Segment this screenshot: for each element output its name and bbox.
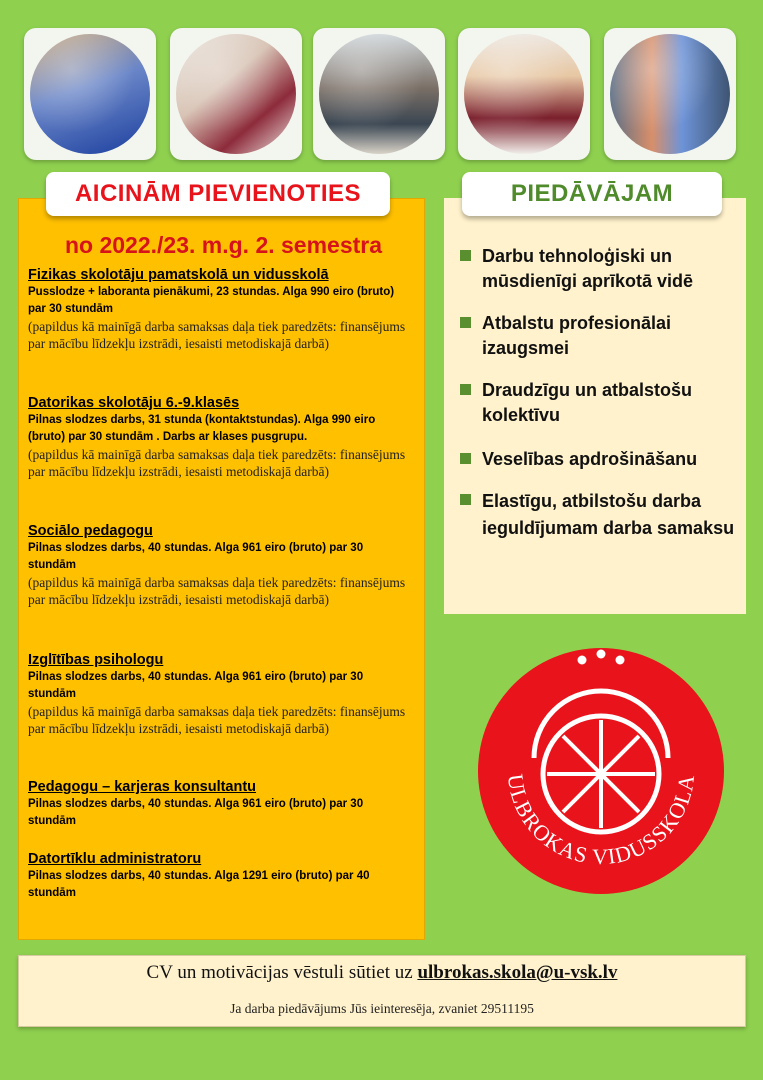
job-title: Datorikas skolotāju 6.-9.klasēs bbox=[28, 395, 240, 411]
offers-heading: PIEDĀVĀJAM bbox=[462, 172, 722, 216]
school-logo bbox=[478, 648, 724, 894]
square-bullet-icon bbox=[460, 250, 471, 261]
job-informatics-teacher bbox=[28, 394, 413, 480]
job-details: Pilnas slodzes darbs, 31 stunda (kontaktstundas). Alga 990 eiro (bruto) par 30 stundām . Darbs ar klases pusgrupu. bbox=[28, 414, 376, 443]
offer-item bbox=[460, 378, 740, 428]
offer-item bbox=[460, 447, 740, 472]
photo-circle bbox=[319, 34, 439, 154]
boy-writing-photo bbox=[24, 28, 156, 160]
job-details: Pilnas slodzes darbs, 40 stundas. Alga 961 eiro (bruto) par 30 stundām bbox=[28, 798, 364, 827]
call-text: Ja darba piedāvājums Jūs ieinteresēja, zvaniet 29511195 bbox=[230, 1001, 534, 1016]
hands-ribbons-photo bbox=[170, 28, 302, 160]
job-network-admin bbox=[28, 850, 413, 902]
cv-line bbox=[19, 962, 745, 984]
job-note: (papildus kā mainīgā darba samaksas daļa tiek paredzēts: finansējums par mācību līdzekļu izstrādi, iesaisti metodiskajā darbā) bbox=[28, 704, 406, 736]
cv-text: CV un motivācijas vēstuli sūtiet uz bbox=[146, 962, 413, 983]
job-physics-teacher bbox=[28, 266, 413, 352]
job-details: Pusslodze + laboranta pienākumi, 23 stundas. Alga 990 eiro (bruto) par 30 stundām bbox=[28, 286, 395, 315]
class-group-photo bbox=[313, 28, 445, 160]
job-note: (papildus kā mainīgā darba samaksas daļa tiek paredzēts: finansējums par mācību līdzekļu izstrādi, iesaisti metodiskajā darbā) bbox=[28, 319, 406, 351]
job-title: Datortīklu administratoru bbox=[28, 851, 202, 867]
photo-circle bbox=[176, 34, 296, 154]
job-title: Pedagogu – karjeras konsultantu bbox=[28, 779, 257, 795]
photo-circle bbox=[30, 34, 150, 154]
children-peeking-photo bbox=[604, 28, 736, 160]
email-link[interactable]: ulbrokas.skola@u-vsk.lv bbox=[417, 962, 618, 983]
offer-text: Darbu tehnoloģiski un mūsdienīgi aprīkotā vidē bbox=[482, 246, 694, 291]
offer-item bbox=[460, 488, 740, 542]
job-details: Pilnas slodzes darbs, 40 stundas. Alga 961 eiro (bruto) par 30 stundām bbox=[28, 542, 364, 571]
offer-text: Veselības apdrošināšanu bbox=[482, 449, 698, 469]
job-title: Fizikas skolotāju pamatskolā un vidusskolā bbox=[28, 267, 329, 283]
two-pupils-photo bbox=[458, 28, 590, 160]
period-title: no 2022./23. m.g. 2. semestra bbox=[64, 232, 383, 258]
square-bullet-icon bbox=[460, 317, 471, 328]
job-title: Sociālo pedagogu bbox=[28, 523, 153, 539]
job-psychologist bbox=[28, 651, 413, 737]
offer-text: Elastīgu, atbilstošu darba ieguldījumam darba samaksu bbox=[482, 491, 735, 538]
photo-circle bbox=[610, 34, 730, 154]
job-title: Izglītības psihologu bbox=[28, 652, 164, 668]
square-bullet-icon bbox=[460, 494, 471, 505]
contact-footer bbox=[18, 955, 746, 1027]
offer-text: Draudzīgu un atbalstošu kolektīvu bbox=[482, 380, 693, 425]
job-details: Pilnas slodzes darbs, 40 stundas. Alga 961 eiro (bruto) par 30 stundām bbox=[28, 671, 364, 700]
offer-item bbox=[460, 244, 740, 294]
logo-text: ULBROKAS VIDUSSKOLA bbox=[502, 772, 700, 870]
photo-circle bbox=[464, 34, 584, 154]
offer-item bbox=[460, 311, 740, 361]
offer-text: Atbalstu profesionālai izaugsmei bbox=[482, 313, 672, 358]
job-note: (papildus kā mainīgā darba samaksas daļa tiek paredzēts: finansējums par mācību līdzekļu izstrādi, iesaisti metodiskajā darbā) bbox=[28, 447, 406, 479]
school-logo-graphic bbox=[478, 648, 724, 894]
job-details: Pilnas slodzes darbs, 40 stundas. Alga 1291 eiro (bruto) par 40 stundām bbox=[28, 870, 370, 899]
job-career-consultant bbox=[28, 778, 413, 830]
job-note: (papildus kā mainīgā darba samaksas daļa tiek paredzēts: finansējums par mācību līdzekļu izstrādi, iesaisti metodiskajā darbā) bbox=[28, 575, 406, 607]
square-bullet-icon bbox=[460, 384, 471, 395]
vacancies-heading: AICINĀM PIEVIENOTIES bbox=[46, 172, 390, 216]
job-social-pedagogue bbox=[28, 522, 413, 608]
square-bullet-icon bbox=[460, 453, 471, 464]
